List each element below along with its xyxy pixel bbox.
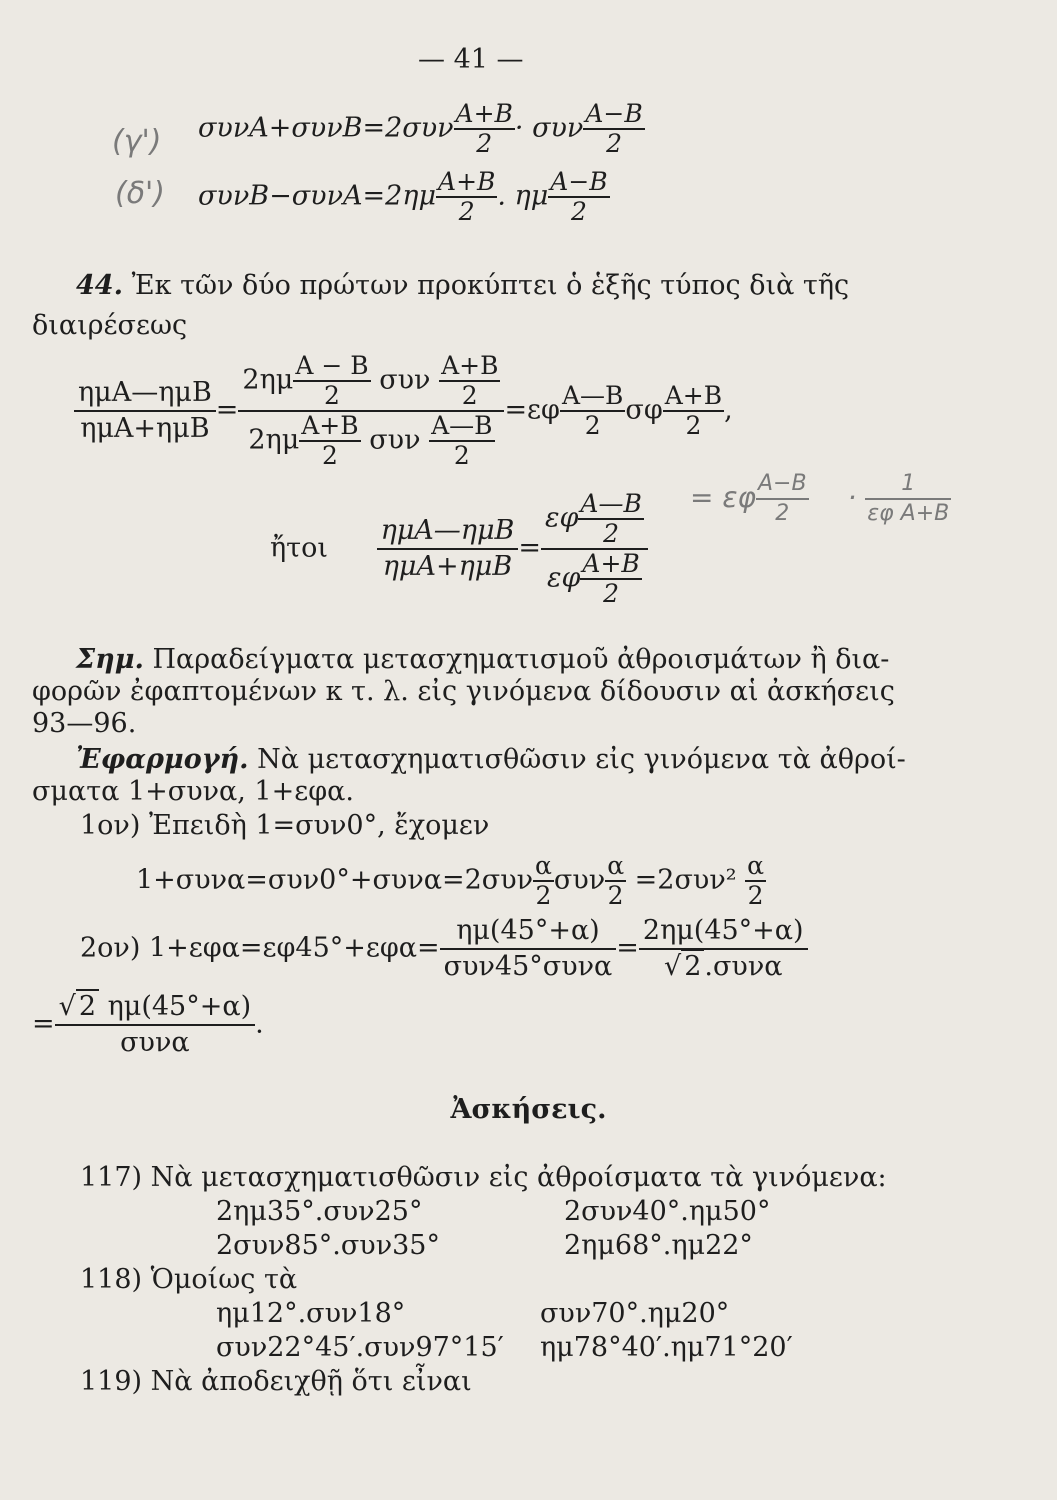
formula-delta-f1-numerator: A+B xyxy=(438,167,496,196)
exercise-117: 117) Νὰ μετασχηματισθῶσιν εἰς ἀθροίσματα τὰ γινόμενα: xyxy=(80,1162,887,1193)
app-f1-a-denominator: 2 xyxy=(535,881,552,910)
hand-fraction-numerator: A−B xyxy=(756,470,809,500)
formula-delta-f2-denominator: 2 xyxy=(571,197,587,226)
application-text-2: σματα 1+συνα, 1+εφα. xyxy=(32,776,354,807)
big-formula-main-denominator xyxy=(238,412,504,470)
hand-reciprocal xyxy=(865,470,951,528)
app-f2-a-numerator: ημ(45°+α) xyxy=(440,914,617,950)
big-formula-n1: 2ημ xyxy=(242,364,294,396)
formula-gamma-fraction-1 xyxy=(454,100,515,158)
big-formula-d-a-fraction xyxy=(299,412,360,470)
app-f2-b-fraction xyxy=(639,914,808,984)
big-formula-r-b-denominator: 2 xyxy=(685,411,702,440)
exercise-118-d: ημ78°40′.ημ71°20′ xyxy=(540,1332,793,1363)
app-f1-b-denominator: 2 xyxy=(607,881,624,910)
etoi-r1-denominator: 2 xyxy=(603,519,620,548)
etoi-word: ἤτοι xyxy=(270,532,328,564)
app-f1-c-numerator: α xyxy=(747,851,765,880)
app-f2-b-root: 2 xyxy=(681,949,704,982)
etoi-lhs-numerator: ημA—ημB xyxy=(377,514,519,550)
formula-gamma xyxy=(198,100,645,158)
note-text-1: Παραδείγματα μετασχηματισμοῦ ἀθροισμάτων ἢ δια- xyxy=(152,644,890,675)
big-formula-d1: 2ημ xyxy=(248,424,300,456)
app-f2-b-denominator: √ 2 .συνα xyxy=(663,951,783,982)
exercise-117-a: 2ημ35°.συν25° xyxy=(216,1196,423,1227)
exercise-119: 119) Νὰ ἀποδειχθῇ ὅτι εἶναι xyxy=(80,1366,472,1397)
section-44-line-1 xyxy=(76,270,849,301)
formula-gamma-f1-denominator: 2 xyxy=(476,129,493,158)
exercise-118: 118) Ὁμοίως τὰ xyxy=(80,1264,298,1295)
app-f1-eq: =2συν² xyxy=(634,864,737,896)
app-f2-a-denominator: συν45°συνα xyxy=(443,951,613,982)
big-formula-r-a-denominator: 2 xyxy=(584,411,601,440)
section-44-number: 44. xyxy=(76,270,123,301)
exercise-117-b: 2συν40°.ημ50° xyxy=(564,1196,771,1227)
exercises-title: Ἀσκήσεις. xyxy=(450,1094,607,1125)
formula-delta-f1-denominator: 2 xyxy=(458,197,475,226)
app-f2-b-rest: .συνα xyxy=(704,951,783,982)
app-f1-a-fraction xyxy=(533,852,554,910)
formula-delta xyxy=(198,168,610,226)
app-f2-label: 2ον) xyxy=(80,932,141,964)
etoi-r1-fraction xyxy=(578,490,643,548)
exercise-118-c: συν22°45′.συν97°15′ xyxy=(216,1332,504,1363)
app-f3-end: . xyxy=(255,1008,264,1040)
etoi-rhs-fraction xyxy=(541,490,648,608)
etoi-lhs-denominator: ημA+ημB xyxy=(382,551,513,582)
exercise-118-b: συν70°.ημ20° xyxy=(540,1298,730,1329)
big-formula-n-b-fraction xyxy=(439,352,500,410)
big-formula-d-b-denominator: 2 xyxy=(453,441,470,470)
hand-reciprocal-denominator: εφ A+B xyxy=(867,501,950,526)
etoi-r1-numerator: A—B xyxy=(580,489,642,518)
application-label: Ἐφαρμογή. xyxy=(76,744,249,775)
note-label: Σημ. xyxy=(76,644,144,675)
big-formula-main-fraction xyxy=(238,352,504,470)
big-formula-rhs-mid: σφ xyxy=(625,394,663,426)
app-f1-c-denominator: 2 xyxy=(747,881,764,910)
formula-gamma-f2-numerator: A−B xyxy=(585,99,643,128)
exercise-118-a: ημ12°.συν18° xyxy=(216,1298,406,1329)
margin-note-hand-equation: = εφ $\frac{A-B}{2}$ · $\frac{1}{\text{εφ A+B}}$ xyxy=(690,471,950,526)
app-f3-fraction xyxy=(55,990,256,1060)
big-formula-r-b-fraction xyxy=(663,382,724,440)
big-formula xyxy=(74,352,733,470)
section-44-text-2: διαιρέσεως xyxy=(32,310,188,341)
big-formula-n-a-denominator: 2 xyxy=(324,381,340,410)
big-formula-n2: συν xyxy=(379,364,431,396)
app-f1-c-fraction xyxy=(745,852,766,910)
big-formula-r-b-numerator: A+B xyxy=(664,381,723,410)
big-formula-n-b-denominator: 2 xyxy=(461,381,478,410)
big-formula-rhs-end: , xyxy=(724,394,733,426)
big-formula-n-b-numerator: A+B xyxy=(441,351,499,380)
formula-gamma-f2-denominator: 2 xyxy=(606,129,622,158)
big-formula-d-b-fraction xyxy=(429,412,494,470)
big-formula-d2: συν xyxy=(369,424,421,456)
big-formula-main-numerator xyxy=(238,352,504,412)
big-formula-d-b-numerator: A—B xyxy=(431,411,493,440)
application-first-intro: 1ον) Ἐπειδὴ 1=συν0°, ἔχομεν xyxy=(80,810,490,841)
hand-fraction xyxy=(756,470,809,528)
formula-delta-lhs: συνB−συνA=2ημ xyxy=(198,180,437,212)
section-44-text-1: Ἐκ τῶν δύο πρώτων προκύπτει ὁ ἑξῆς τύπος διὰ τῆς xyxy=(131,270,850,301)
application-formula-3 xyxy=(32,990,264,1060)
etoi-rhs-numerator xyxy=(541,490,648,550)
app-f1-b-fraction xyxy=(605,852,626,910)
app-f3-rest: ημ(45°+α) xyxy=(107,991,252,1022)
app-f3-eq: = xyxy=(32,1008,55,1040)
etoi-r2-numerator: A+B xyxy=(582,549,640,578)
formula-delta-fraction-2 xyxy=(548,168,609,226)
app-f1-b-numerator: α xyxy=(607,851,625,880)
app-f2-lhs: 1+εφα=εφ45°+εφα= xyxy=(148,932,440,964)
hand-fraction-denominator: 2 xyxy=(775,501,790,526)
formula-gamma-mid: · συν xyxy=(514,112,584,144)
exercise-117-c: 2συν85°.συν35° xyxy=(216,1230,440,1261)
margin-note-gamma: (γ') xyxy=(112,124,162,159)
app-f2-b-numerator: 2ημ(45°+α) xyxy=(639,914,808,950)
etoi-r2-fraction xyxy=(580,550,641,608)
hand-reciprocal-numerator: 1 xyxy=(865,470,951,500)
note-text-3: 93—96. xyxy=(32,708,137,739)
big-formula-d-a-numerator: A+B xyxy=(301,411,359,440)
exercise-117-d: 2ημ68°.ημ22° xyxy=(564,1230,753,1261)
formula-gamma-f1-numerator: A+B xyxy=(455,99,513,128)
formula-delta-mid: . ημ xyxy=(497,180,549,212)
app-f1-a-numerator: α xyxy=(535,851,552,880)
app-f1-mid: συν xyxy=(553,864,606,896)
application-formula-1 xyxy=(136,852,766,910)
page-number: — 41 — xyxy=(418,44,524,75)
etoi-rhs-denominator xyxy=(541,550,648,608)
big-formula-d-a-denominator: 2 xyxy=(321,441,338,470)
etoi-r2-denominator: 2 xyxy=(603,579,620,608)
application-line-1 xyxy=(76,744,906,775)
application-text-1: Νὰ μετασχηματισθῶσιν εἰς γινόμενα τὰ ἀθροί- xyxy=(257,744,906,775)
etoi-formula xyxy=(270,490,648,608)
big-formula-rhs-eq: =εφ xyxy=(504,394,560,426)
formula-delta-fraction-1 xyxy=(436,168,497,226)
margin-note-delta: (δ') xyxy=(115,176,166,211)
app-f1-lhs: 1+συνα=συν0°+συνα=2συν xyxy=(136,864,534,896)
app-f3-root: 2 xyxy=(76,989,99,1022)
note-text-2: φορῶν ἐφαπτομένων κ τ. λ. εἰς γινόμενα δίδουσιν αἱ ἀσκήσεις xyxy=(32,676,895,707)
app-f3-denominator: συνα xyxy=(120,1027,190,1058)
note-line-1 xyxy=(76,644,889,675)
big-formula-lhs-denominator: ημA+ημB xyxy=(80,413,210,444)
big-formula-n-a-fraction xyxy=(293,352,370,410)
app-f2-eq: = xyxy=(616,932,639,964)
app-f2-a-fraction xyxy=(440,914,617,984)
etoi-lhs-fraction xyxy=(377,514,519,584)
hand-eq-text: = εφ xyxy=(690,481,756,514)
big-formula-lhs-fraction xyxy=(74,376,216,446)
big-formula-lhs-numerator: ημA—ημB xyxy=(74,376,216,412)
big-formula-eq: = xyxy=(215,394,239,426)
formula-gamma-fraction-2 xyxy=(583,100,644,158)
app-f3-numerator: √ 2 ημ(45°+α) xyxy=(55,990,256,1026)
etoi-ef-1: εφ xyxy=(544,502,579,534)
application-formula-2 xyxy=(80,914,808,984)
big-formula-r-a-fraction xyxy=(560,382,625,440)
formula-gamma-lhs: συνA+συνB=2συν xyxy=(198,112,454,144)
etoi-eq: = xyxy=(518,532,541,564)
big-formula-r-a-numerator: A—B xyxy=(561,381,624,410)
formula-delta-f2-numerator: A−B xyxy=(550,167,608,196)
big-formula-n-a-numerator: A − B xyxy=(295,351,369,380)
etoi-ef-2: εφ xyxy=(547,562,581,594)
